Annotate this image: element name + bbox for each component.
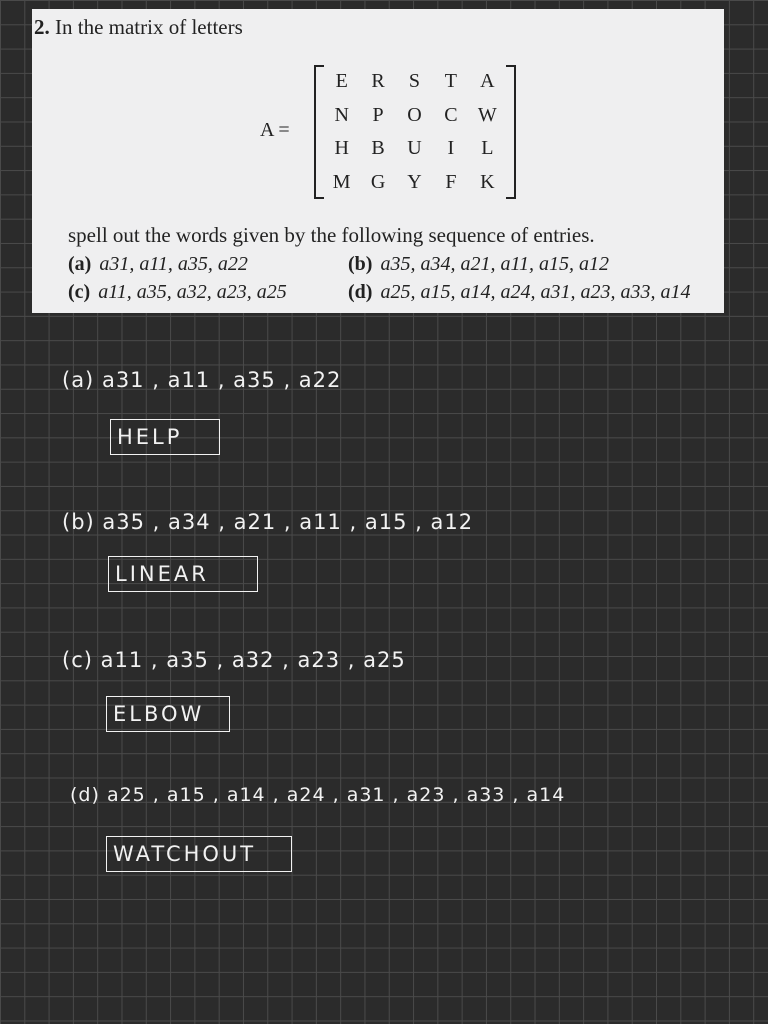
matrix-cell: Y xyxy=(407,170,423,193)
problem-title: In the matrix of letters xyxy=(55,15,243,39)
part-d-entries: a25, a15, a14, a24, a31, a23, a33, a14 xyxy=(380,281,691,303)
matrix-cell: N xyxy=(334,103,350,126)
instruction-text: spell out the words given by the following sequence of entries. xyxy=(68,223,595,247)
matrix-cell: O xyxy=(407,103,423,126)
problem-number: 2. xyxy=(34,15,50,39)
matrix-grid xyxy=(324,65,506,199)
solution-b-label: (b) xyxy=(62,510,95,534)
solution-a-label: (a) xyxy=(62,368,95,392)
part-a-entries: a31, a11, a35, a22 xyxy=(99,253,248,275)
part-a xyxy=(68,253,248,276)
matrix-cell: S xyxy=(408,70,422,93)
matrix-cell: E xyxy=(335,70,349,93)
right-bracket xyxy=(506,65,516,199)
matrix-cell: W xyxy=(477,103,498,126)
matrix-cell: L xyxy=(481,137,495,160)
matrix-cell: R xyxy=(371,70,386,93)
answer-box-b: LINEAR xyxy=(108,556,258,592)
part-d xyxy=(348,281,690,304)
matrix-cell: G xyxy=(370,170,387,193)
part-c xyxy=(68,281,287,304)
matrix-cell: F xyxy=(445,170,458,193)
matrix-cell: T xyxy=(444,70,458,93)
matrix-cell: A xyxy=(480,70,496,93)
part-b-entries: a35, a34, a21, a11, a15, a12 xyxy=(380,253,609,275)
solution-b-sequence xyxy=(62,510,473,534)
matrix-cell: H xyxy=(334,137,350,160)
solution-c-label: (c) xyxy=(62,648,93,672)
matrix-cell: B xyxy=(371,137,386,160)
letter-matrix xyxy=(314,65,516,199)
problem-card xyxy=(32,9,724,313)
matrix-cell: K xyxy=(480,170,496,193)
matrix-label: A = xyxy=(260,119,290,141)
solution-d-entries: a25 , a15 , a14 , a24 , a31 , a23 , a33 , a14 xyxy=(106,784,566,806)
left-bracket xyxy=(314,65,324,199)
answer-box-a: HELP xyxy=(110,419,220,455)
part-a-tag: (a) xyxy=(68,253,92,275)
matrix-cell: M xyxy=(332,170,352,193)
solution-a-sequence xyxy=(62,368,341,392)
problem-heading xyxy=(34,15,243,40)
matrix-cell: C xyxy=(444,103,459,126)
matrix-cell: I xyxy=(447,137,456,160)
solution-c-entries: a11 , a35 , a32 , a23 , a25 xyxy=(100,648,406,672)
answer-box-c: ELBOW xyxy=(106,696,230,732)
part-b xyxy=(348,253,609,276)
solution-b-entries: a35 , a34 , a21 , a11 , a15 , a12 xyxy=(102,510,474,534)
answer-box-d: WATCHOUT xyxy=(106,836,292,872)
matrix-cell: U xyxy=(407,137,423,160)
part-d-tag: (d) xyxy=(348,281,373,303)
matrix-cell: P xyxy=(372,103,385,126)
solution-a-entries: a31 , a11 , a35 , a22 xyxy=(101,368,342,392)
part-b-tag: (b) xyxy=(348,253,373,275)
part-c-entries: a11, a35, a32, a23, a25 xyxy=(98,281,287,303)
solution-c-sequence xyxy=(62,648,406,672)
solution-d-sequence xyxy=(70,784,565,806)
part-c-tag: (c) xyxy=(68,281,91,303)
solution-d-label: (d) xyxy=(70,784,100,806)
